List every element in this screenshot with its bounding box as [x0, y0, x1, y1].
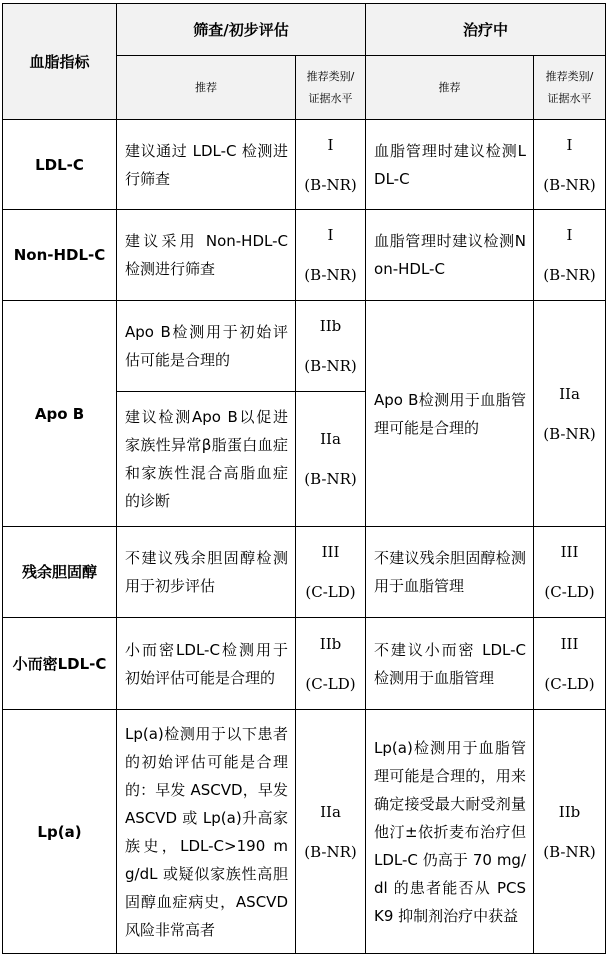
header-screening: 筛查/初步评估 — [117, 4, 366, 56]
table-row — [3, 618, 606, 710]
header-screening-rec: 推荐 — [117, 56, 296, 120]
lipid-recommendation-table — [2, 3, 606, 954]
screening-class: IIa (B-NR) — [296, 710, 366, 954]
header-treatment-rec: 推荐 — [366, 56, 534, 120]
indicator-cell: Apo B — [3, 301, 117, 527]
treatment-class: IIa (B-NR) — [534, 301, 606, 527]
table-row — [3, 710, 606, 954]
table-row — [3, 527, 606, 618]
indicator-cell: Lp(a) — [3, 710, 117, 954]
screening-class: IIb (B-NR) — [296, 301, 366, 392]
treatment-class: I (B-NR) — [534, 120, 606, 210]
screening-class: IIa (B-NR) — [296, 392, 366, 527]
indicator-cell: Non-HDL-C — [3, 210, 117, 301]
screening-recommendation: 不建议残余胆固醇检测用于初步评估 — [117, 527, 296, 618]
screening-class: IIb (C-LD) — [296, 618, 366, 710]
treatment-recommendation: Apo B检测用于血脂管理可能是合理的 — [366, 301, 534, 527]
screening-recommendation: Lp(a)检测用于以下患者的初始评估可能是合理的：早发 ASCVD，早发 ASCVD 或 Lp(a)升高家族史，LDL-C>190 mg/dL 或疑似家族性高胆固醇血症病史，ASCVD 风险非常高者 — [117, 710, 296, 954]
treatment-recommendation: 不建议小而密 LDL-C 检测用于血脂管理 — [366, 618, 534, 710]
screening-recommendation: 建议通过 LDL-C 检测进行筛查 — [117, 120, 296, 210]
table-row — [3, 120, 606, 210]
screening-recommendation: 建议检测Apo B以促进家族性异常β脂蛋白血症和家族性混合高脂血症的诊断 — [117, 392, 296, 527]
treatment-class: III (C-LD) — [534, 618, 606, 710]
screening-recommendation: Apo B检测用于初始评估可能是合理的 — [117, 301, 296, 392]
treatment-recommendation: Lp(a)检测用于血脂管理可能是合理的，用来确定接受最大耐受剂量他汀±依折麦布治疗但 LDL-C 仍高于 70 mg/dl 的患者能否从 PCSK9 抑制剂治疗中获益 — [366, 710, 534, 954]
header-screening-class: 推荐类别/ 证据水平 — [296, 56, 366, 120]
treatment-class: IIb (B-NR) — [534, 710, 606, 954]
header-indicator: 血脂指标 — [3, 4, 117, 120]
screening-recommendation: 建议采用 Non-HDL-C 检测进行筛查 — [117, 210, 296, 301]
header-treatment-class: 推荐类别/ 证据水平 — [534, 56, 606, 120]
screening-class: I (B-NR) — [296, 210, 366, 301]
treatment-recommendation: 血脂管理时建议检测Non-HDL-C — [366, 210, 534, 301]
table-row — [3, 301, 606, 392]
indicator-cell: LDL-C — [3, 120, 117, 210]
indicator-cell: 小而密LDL-C — [3, 618, 117, 710]
treatment-recommendation: 不建议残余胆固醇检测用于血脂管理 — [366, 527, 534, 618]
screening-class: I (B-NR) — [296, 120, 366, 210]
screening-recommendation: 小而密LDL-C检测用于初始评估可能是合理的 — [117, 618, 296, 710]
header-treatment: 治疗中 — [366, 4, 606, 56]
treatment-class: III (C-LD) — [534, 527, 606, 618]
indicator-cell: 残余胆固醇 — [3, 527, 117, 618]
treatment-class: I (B-NR) — [534, 210, 606, 301]
screening-class: III (C-LD) — [296, 527, 366, 618]
treatment-recommendation: 血脂管理时建议检测LDL-C — [366, 120, 534, 210]
table-row — [3, 210, 606, 301]
